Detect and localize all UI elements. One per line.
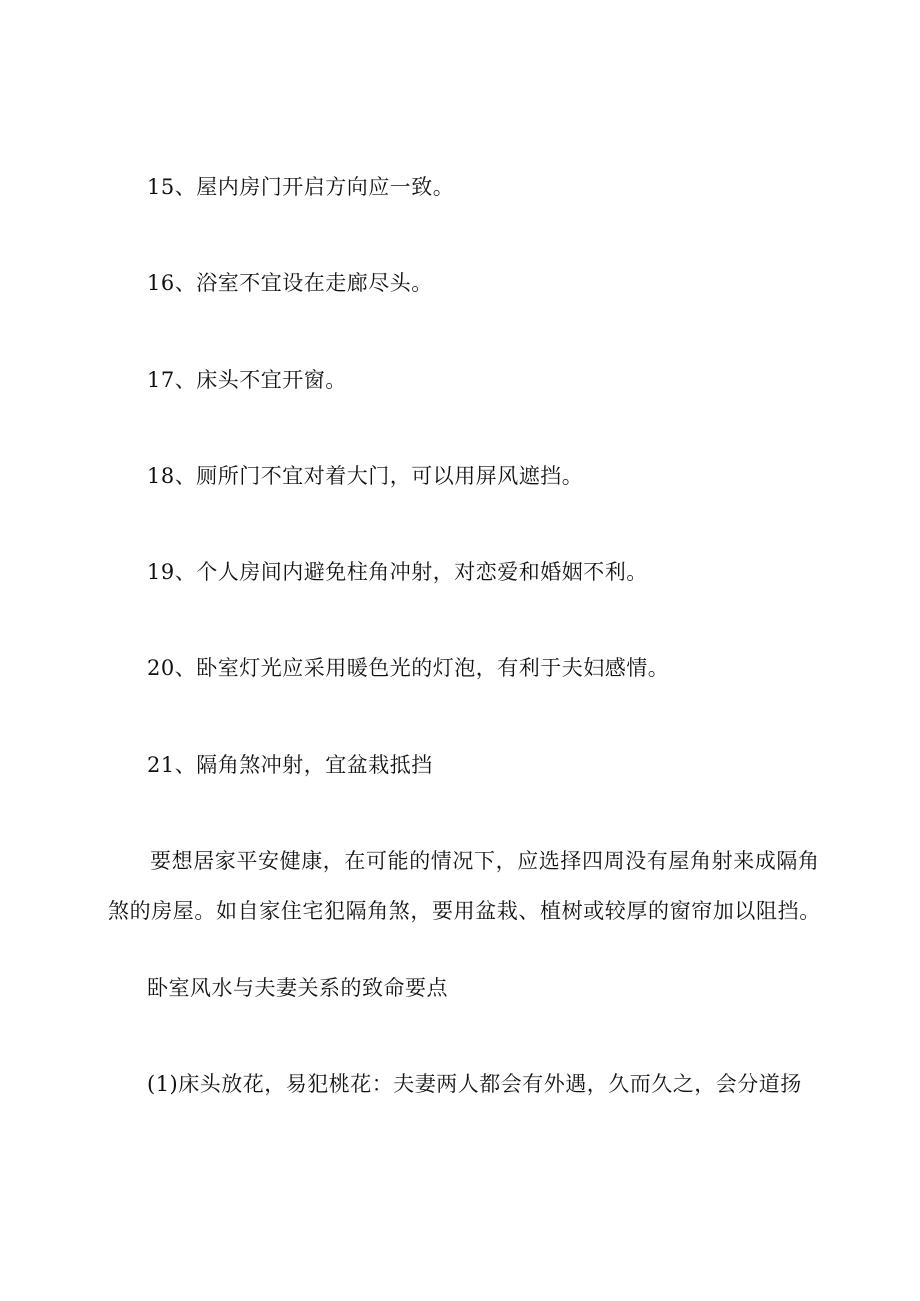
list-item-21: 21、隔角煞冲射，宜盆栽抵挡	[147, 753, 433, 777]
list-item-20: 20、卧室灯光应采用暖色光的灯泡，有利于夫妇感情。	[147, 656, 670, 680]
section-title: 卧室风水与夫妻关系的致命要点	[147, 976, 448, 1000]
list-item-16: 16、浴室不宜设在走廊尽头。	[147, 271, 433, 295]
list-item-18: 18、厕所门不宜对着大门，可以用屏风遮挡。	[147, 464, 584, 488]
point-1: (1)床头放花，易犯桃花：夫妻两人都会有外遇，久而久之，会分道扬	[147, 1072, 802, 1096]
list-item-19: 19、个人房间内避免柱角冲射，对恋爱和婚姻不利。	[147, 560, 648, 584]
list-item-17: 17、床头不宜开窗。	[147, 368, 347, 392]
list-item-15: 15、屋内房门开启方向应一致。	[147, 175, 455, 199]
body-paragraph: 要想居家平安健康，在可能的情况下，应选择四周没有屋角射来成隔角煞的房屋。如自家住宅犯隔角煞，要用盆栽、植树或较厚的窗帘加以阻挡。	[108, 849, 821, 923]
